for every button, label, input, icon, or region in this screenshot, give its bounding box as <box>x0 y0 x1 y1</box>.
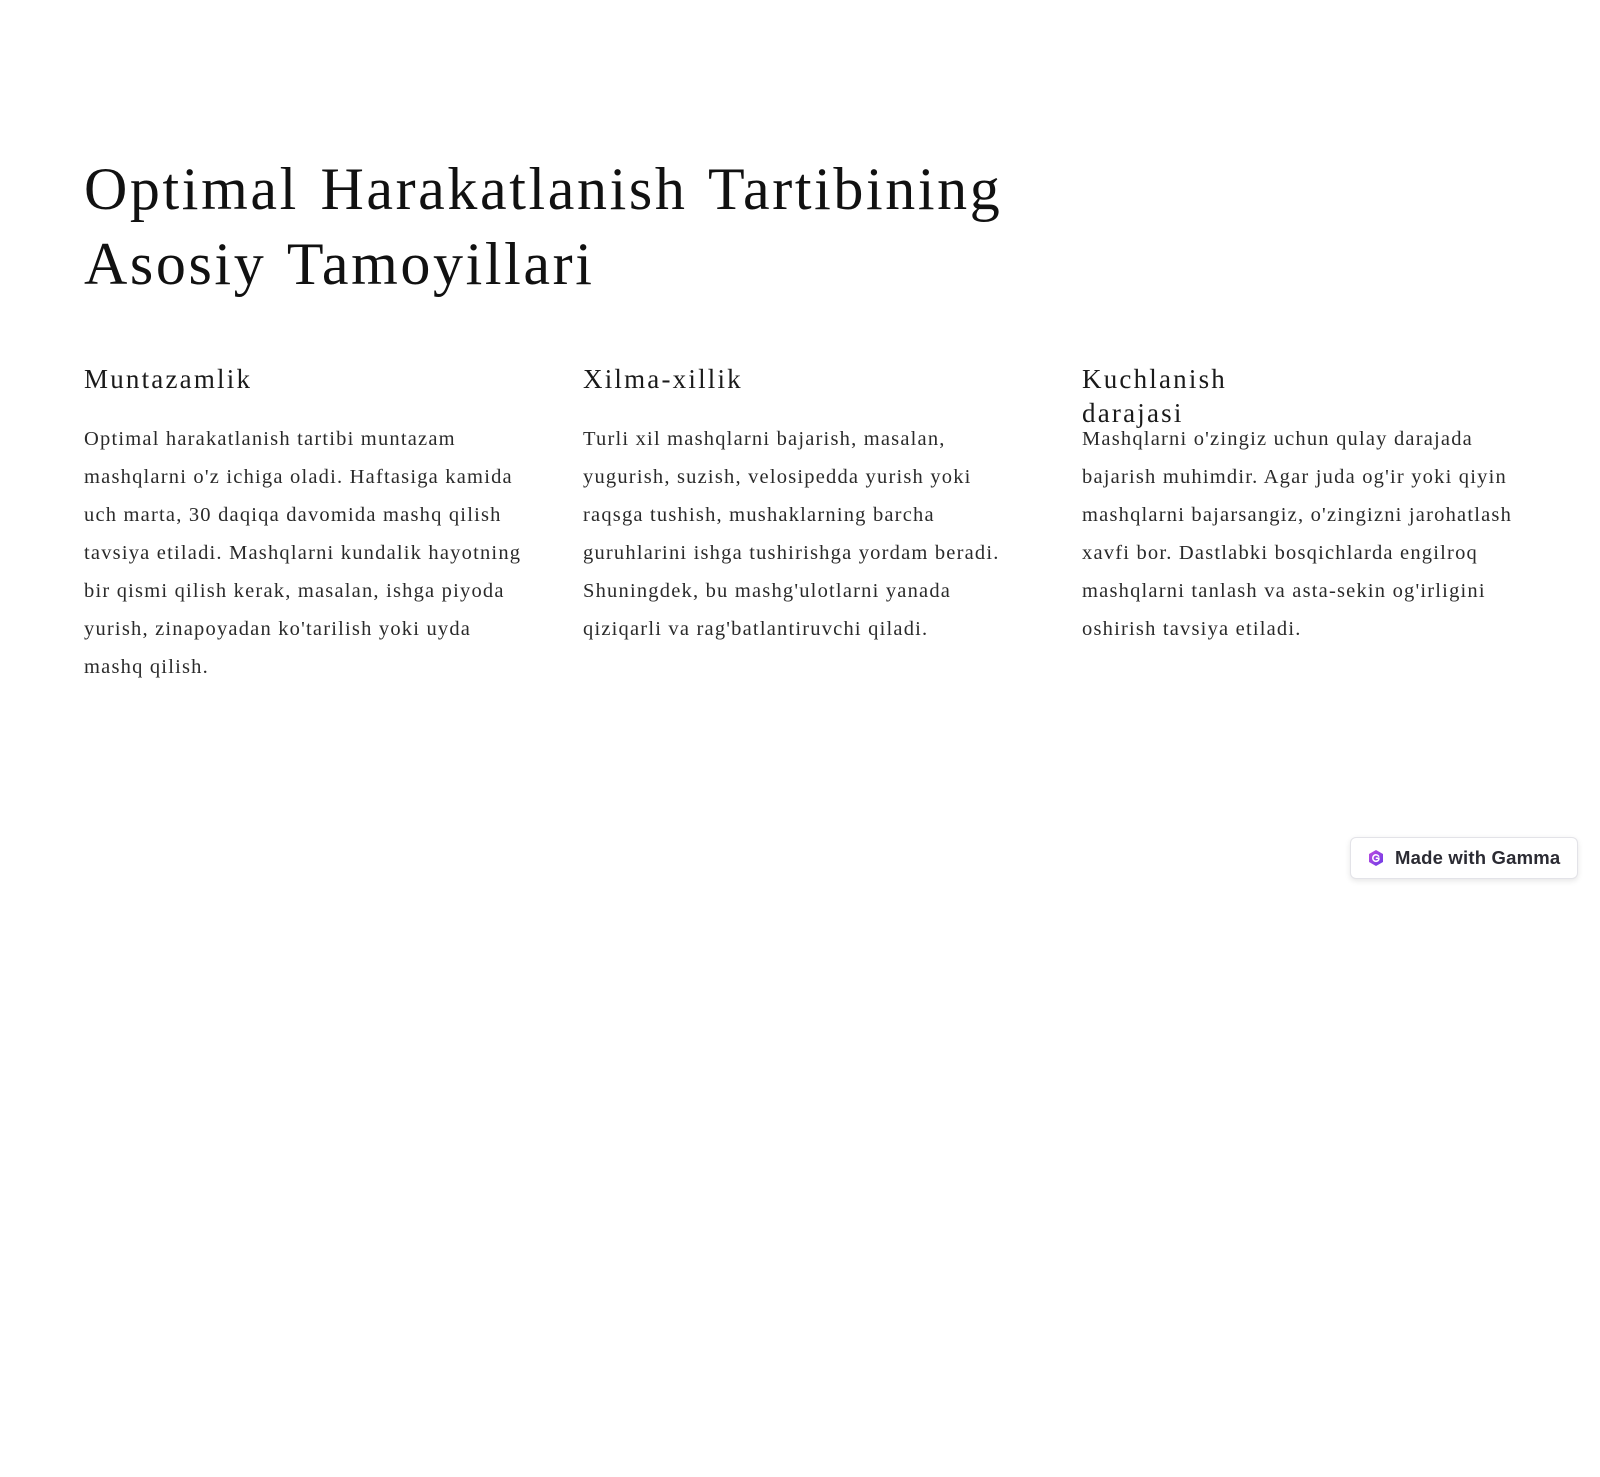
title-line-1: Optimal Harakatlanish Tartibining <box>84 156 1003 222</box>
title-line-2: Asosiy Tamoyillari <box>84 231 595 297</box>
principle-column-variety <box>583 362 1023 648</box>
made-with-gamma-badge[interactable] <box>1350 837 1578 879</box>
principle-heading: Kuchlanish darajasi <box>1082 364 1227 428</box>
principle-heading: Muntazamlik <box>84 364 253 394</box>
principle-column-intensity <box>1082 362 1522 648</box>
principle-text: Turli xil mashqlarni bajarish, masalan, yugurish, suzish, velosipedda yurish yoki raqsga tushish, mushaklarning barcha guruhlarini ishga tushirishga yordam beradi. Shuningdek, bu mashg'ulotlarni yanada qiziqarli va rag'batlantiruvchi qiladi. <box>583 428 1000 640</box>
principle-column-regularity <box>84 362 524 686</box>
principle-text: Mashqlarni o'zingiz uchun qulay darajada bajarish muhimdir. Agar juda og'ir yoki qiyin mashqlarni bajarsangiz, o'zingizni jarohatlash xavfi bor. Dastlabki bosqichlarda engilroq mashqlarni tanlash va asta-sekin og'irligini oshirish tavsiya etiladi. <box>1082 428 1513 640</box>
principle-text: Optimal harakatlanish tartibi muntazam mashqlarni o'z ichiga oladi. Haftasiga kamida uch marta, 30 daqiqa davomida mashq qilish tavsiya etiladi. Mashqlarni kundalik hayotning bir qismi qilish kerak, masalan, ishga piyoda yurish, zinapoyadan ko'tarilish yoki uyda mashq qilish. <box>84 428 522 678</box>
gamma-logo-icon <box>1367 849 1385 867</box>
badge-label: Made with Gamma <box>1395 847 1561 868</box>
page-title <box>84 152 1184 302</box>
principle-heading: Xilma-xillik <box>583 364 743 394</box>
